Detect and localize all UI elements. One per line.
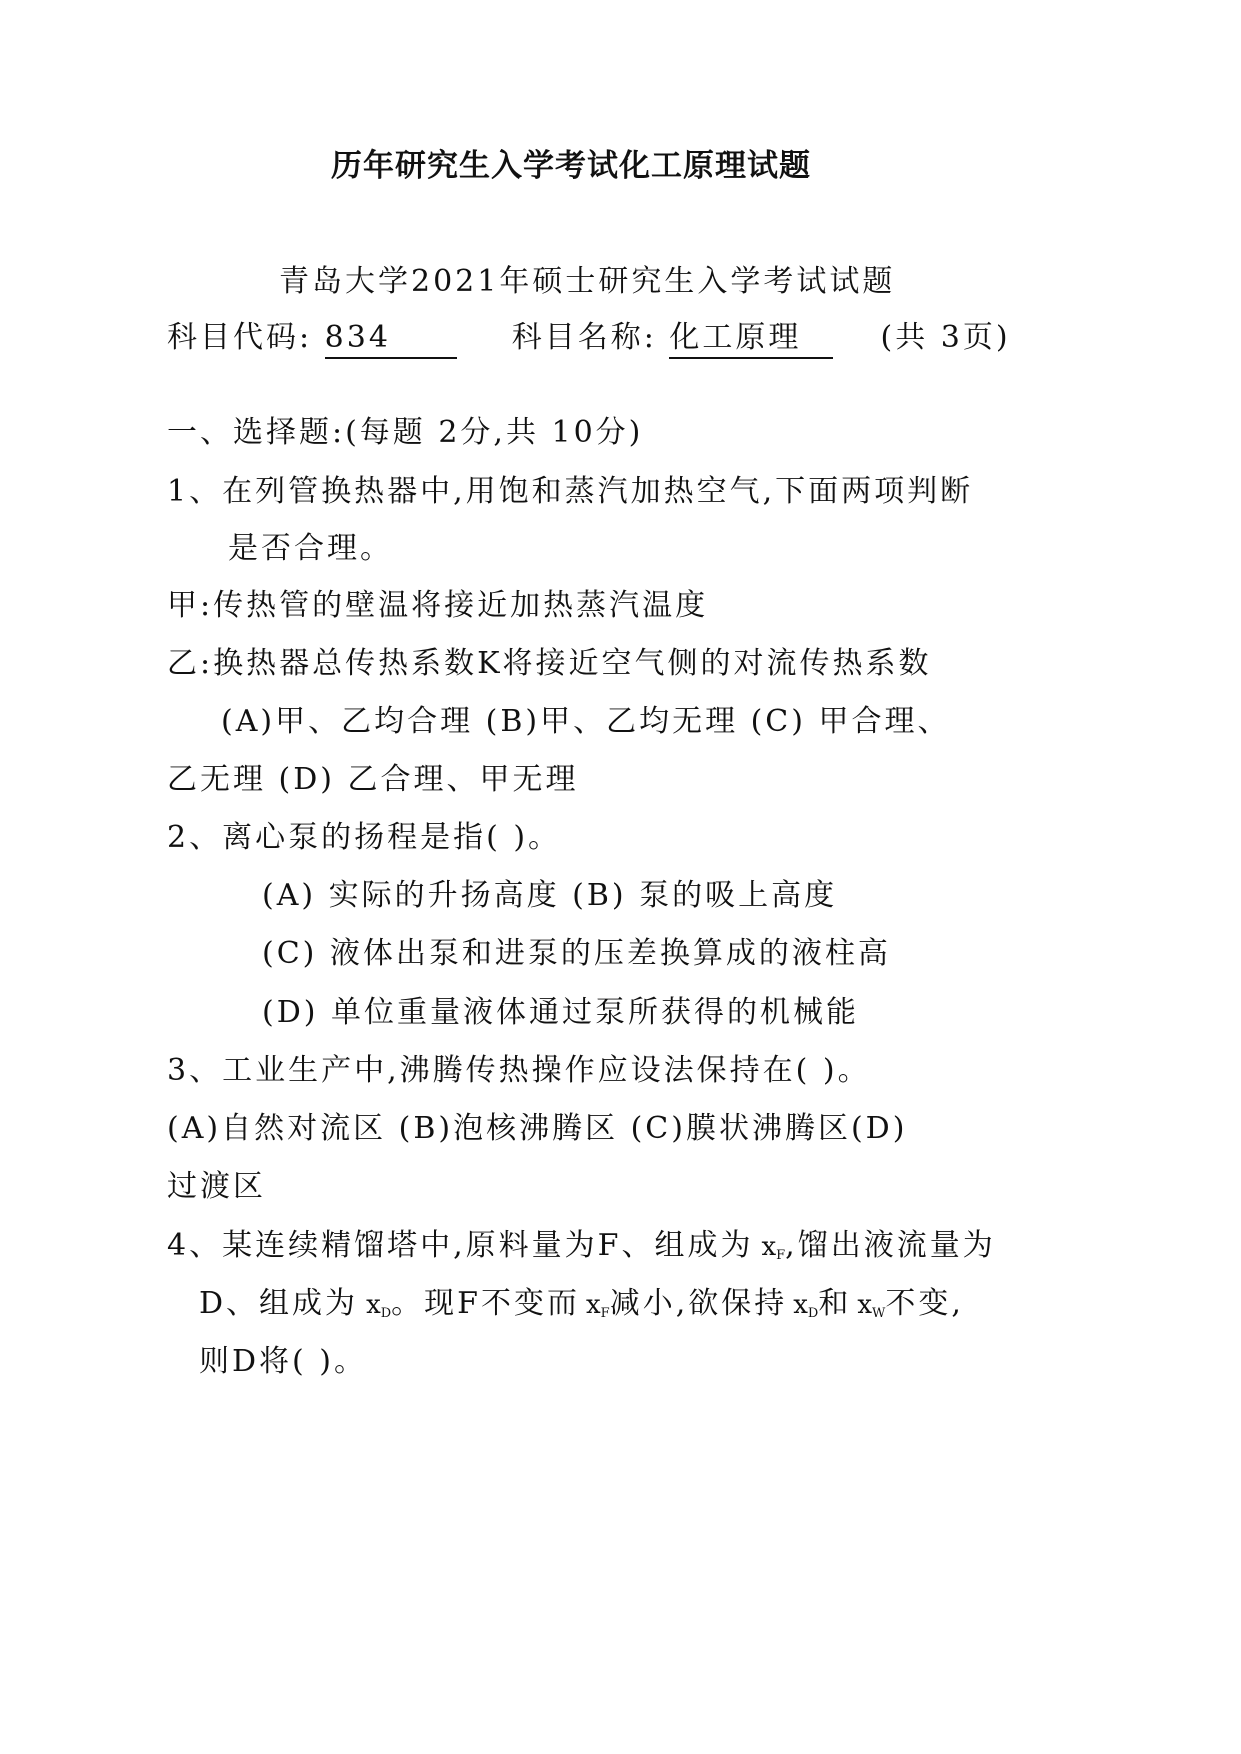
q3-options-line1: (A)自然对流区 (B)泡核沸腾区 (C)膜状沸腾区(D) xyxy=(167,1111,908,1146)
q4-line2: D、组成为 $x_D$。现F不变而 $x_F$减小,欲保持 $x_D$和 $x_W$不变, xyxy=(199,1286,964,1321)
q4-line3: 则D将( )。 xyxy=(199,1344,367,1379)
q3-options-line2: 过渡区 xyxy=(167,1169,266,1204)
variable-xW: $x_W$ xyxy=(857,1290,886,1321)
document-title: 历年研究生入学考试化工原理试题 xyxy=(331,148,811,184)
subject-name-label: 科目名称: xyxy=(511,320,657,355)
q1-options-line2: 乙无理 (D) 乙合理、甲无理 xyxy=(167,762,579,797)
subject-line xyxy=(167,318,1011,359)
q1-statement-jia: 甲:传热管的壁温将接近加热蒸汽温度 xyxy=(167,588,709,623)
variable-xF: $x_F$ xyxy=(761,1232,786,1263)
q1-stem-line2: 是否合理。 xyxy=(228,531,393,566)
q1-stem-line1: 1、在列管换热器中,用饱和蒸汽加热空气,下面两项判断 xyxy=(167,474,974,509)
q4-line1: 4、某连续精馏塔中,原料量为F、组成为 $x_F$,馏出液流量为 xyxy=(167,1228,996,1263)
q1-options-line1: (A)甲、乙均合理 (B)甲、乙均无理 (C) 甲合理、 xyxy=(221,704,951,739)
section-heading: 一、选择题:(每题 2分,共 10分) xyxy=(167,415,644,450)
q2-option-d: (D) 单位重量液体通过泵所获得的机械能 xyxy=(262,995,859,1030)
subject-code-label: 科目代码: xyxy=(167,320,313,355)
exam-heading: 青岛大学2021年硕士研究生入学考试试题 xyxy=(279,264,896,299)
subject-name-value: 化工原理 xyxy=(669,321,833,359)
variable-xF: $x_F$ xyxy=(586,1290,610,1321)
q1-statement-yi: 乙:换热器总传热系数K将接近空气侧的对流传热系数 xyxy=(167,646,932,681)
q2-option-c: (C) 液体出泵和进泵的压差换算成的液柱高 xyxy=(262,936,891,971)
variable-xD: $x_D$ xyxy=(366,1290,392,1321)
subject-code-value: 834 xyxy=(325,321,457,359)
q3-stem: 3、工业生产中,沸腾传热操作应设法保持在( )。 xyxy=(167,1053,871,1088)
page-count: (共 3页) xyxy=(880,320,1011,355)
q2-stem: 2、离心泵的扬程是指( )。 xyxy=(167,820,562,855)
q2-options-ab: (A) 实际的升扬高度 (B) 泵的吸上高度 xyxy=(262,878,838,913)
variable-xD: $x_D$ xyxy=(793,1290,819,1321)
